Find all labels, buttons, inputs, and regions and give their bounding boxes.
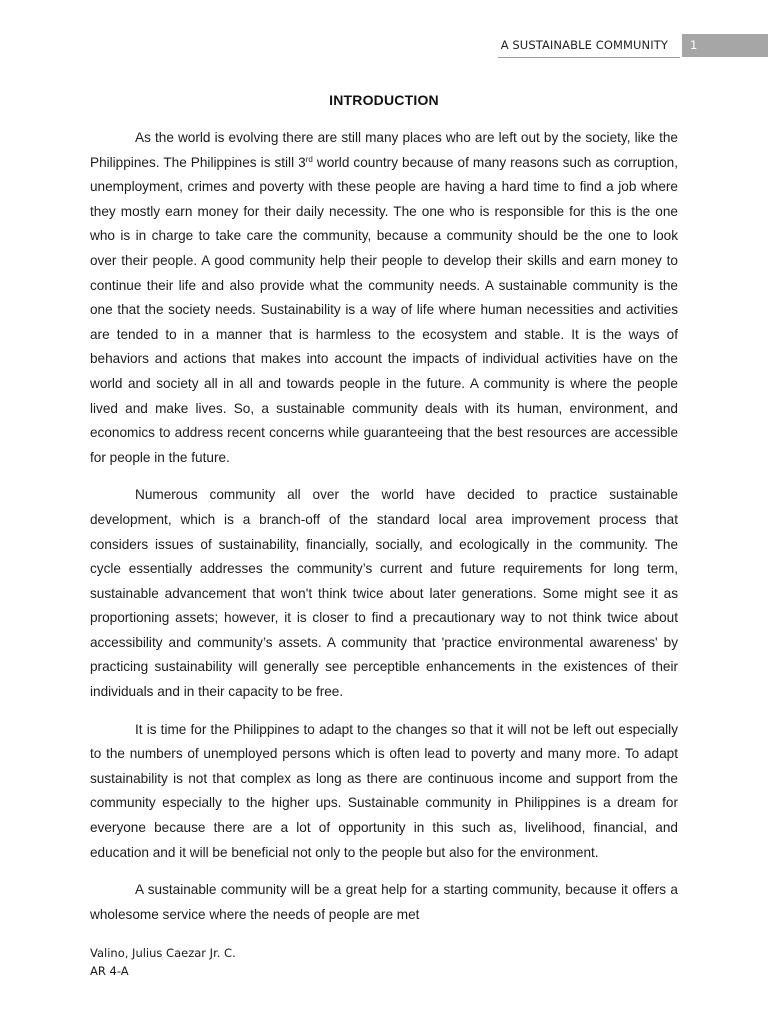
- document-body: [90, 126, 678, 940]
- running-header-title: A SUSTAINABLE COMMUNITY: [500, 38, 668, 52]
- footer-section: AR 4-A: [90, 964, 129, 978]
- header-rule: [498, 57, 680, 58]
- paragraph-4: A sustainable community will be a great help for a starting community, because it offers a wholesome service where the needs of people are met: [90, 882, 678, 922]
- page-header: [0, 34, 768, 58]
- footer-author: Valino, Julius Caezar Jr. C.: [90, 946, 236, 960]
- paragraph-2: Numerous community all over the world have decided to practice sustainable development, which is a branch-off of the standard local area improvement process that considers issues of sustainability, financially, socially, and ecologically in the community. The cycle essentially addresses the community’s current and future requirements for long term, sustainable advancement that won't think twice about later generations. Some might see it as proportioning assets; however, it is closer to find a precautionary way to not think twice about accessibility and community’s assets. A community that 'practice environmental awareness' by practicing sustainability will generally see perceptible enhancements in the existences of their individuals and in their capacity to be free.: [90, 487, 678, 700]
- page-number-tab: [680, 34, 768, 57]
- paragraph-1: [90, 126, 678, 470]
- section-title: INTRODUCTION: [329, 92, 439, 108]
- paragraph-3: It is time for the Philippines to adapt to the changes so that it will not be left out especially to the numbers of unemployed persons which is often lead to poverty and many more. To adapt sustainability is not that complex as long as there are continuous income and support from the community especially to the higher ups. Sustainable community in Philippines is a dream for everyone because there are a lot of opportunity in this such as, livelihood, financial, and education and it will be beneficial not only to the people but also for the environment.: [90, 721, 678, 860]
- page-number: 1: [690, 38, 698, 52]
- page-footer: [90, 944, 236, 980]
- paragraph-1-text-start: As the world is evolving there are still many places who are left out by the society, like the Philippines. The Philippines is still 3: [90, 130, 678, 170]
- ordinal-superscript: rd: [305, 154, 313, 164]
- paragraph-1-text-end: world country because of many reasons such as corruption, unemployment, crimes and poverty with these people are having a hard time to find a job where they mostly earn money for their daily necessity. The one who is responsible for this is the one who is in charge to take care the community, because a community should be the one to look over their people. A good community help their people to develop their skills and earn money to continue their life and also provide what the community needs. A sustainable community is the one that the society needs. Sustainability is a way of life where human necessities and activities are tended to in a manner that is harmless to the ecosystem and stable. It is the ways of behaviors and actions that makes into account the impacts of individual activities have on the world and society all in all and towards people in the future. A community is where the people lived and make lives. So, a sustainable community deals with its human, environment, and economics to address recent concerns while guaranteeing that the best resources are accessible for people in the future.: [90, 154, 678, 465]
